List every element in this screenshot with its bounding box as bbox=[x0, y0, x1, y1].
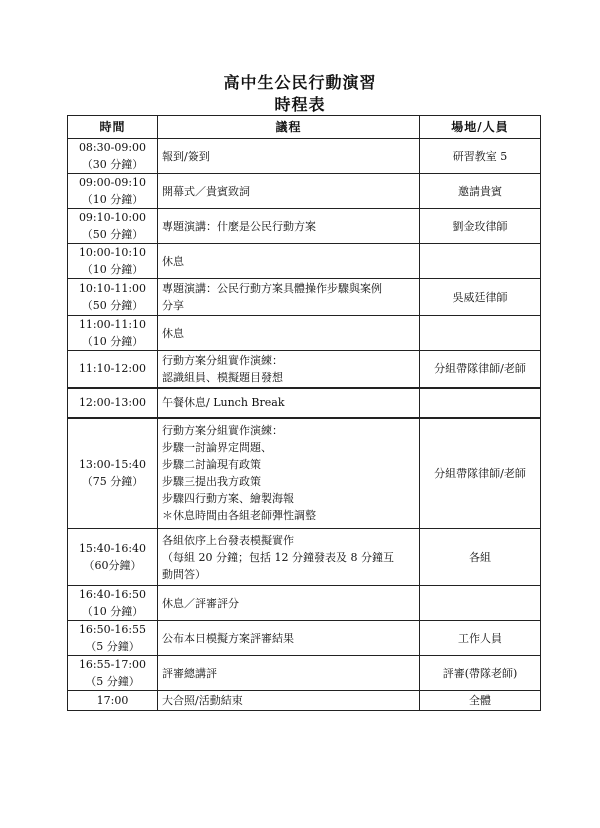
document-subtitle: 時程表 bbox=[274, 95, 326, 114]
agenda-line: 休息／評審評分 bbox=[162, 596, 239, 610]
header-agenda: 議程 bbox=[158, 116, 420, 139]
agenda-cell bbox=[158, 691, 420, 711]
agenda-line: 大合照/活動結束 bbox=[162, 694, 243, 707]
agenda-cell bbox=[158, 418, 420, 529]
table-row bbox=[68, 316, 541, 351]
venue-cell bbox=[420, 316, 541, 351]
document-title: 高中生公民行動演習 bbox=[223, 73, 377, 92]
agenda-cell bbox=[158, 316, 420, 351]
time-range: 16:40-16:50 bbox=[78, 588, 147, 601]
time-range: 17:00 bbox=[96, 694, 129, 707]
venue-cell: 邀請貴賓 bbox=[420, 174, 541, 209]
time-cell bbox=[68, 209, 158, 244]
agenda-line: 各組依序上台發表模擬實作 bbox=[162, 533, 294, 547]
venue-cell bbox=[420, 586, 541, 621]
time-range: 10:00-10:10 bbox=[78, 246, 147, 259]
schedule-table bbox=[67, 115, 541, 711]
agenda-line: 開幕式／貴賓致詞 bbox=[162, 184, 250, 198]
time-cell bbox=[68, 388, 158, 418]
agenda-line: 午餐休息/ Lunch Break bbox=[162, 396, 285, 409]
agenda-cell bbox=[158, 174, 420, 209]
duration: （50 分鐘） bbox=[81, 299, 144, 312]
agenda-line: 專題演講：公民行動方案具體操作步驟與案例 bbox=[162, 282, 382, 295]
duration: （10 分鐘） bbox=[81, 193, 144, 206]
time-range: 11:00-11:10 bbox=[78, 318, 147, 331]
agenda-line: ＊休息時間由各組老師彈性調整 bbox=[162, 509, 316, 523]
time-cell bbox=[68, 691, 158, 711]
time-range: 09:00-09:10 bbox=[78, 176, 147, 189]
agenda-line: 步驟三提出我方政策 bbox=[162, 475, 261, 489]
table-row bbox=[68, 691, 541, 711]
agenda-line: 行動方案分組實作演練： bbox=[162, 353, 283, 367]
time-cell bbox=[68, 656, 158, 691]
time-cell bbox=[68, 279, 158, 316]
agenda-cell bbox=[158, 621, 420, 656]
duration: （10 分鐘） bbox=[81, 335, 144, 348]
time-range: 12:00-13:00 bbox=[78, 396, 147, 409]
time-range: 16:55-17:00 bbox=[78, 658, 147, 671]
table-row bbox=[68, 586, 541, 621]
agenda-line: 行動方案分組實作演練： bbox=[162, 424, 283, 438]
agenda-line: 休息 bbox=[162, 326, 184, 340]
venue-cell: 分組帶隊律師/老師 bbox=[420, 418, 541, 529]
agenda-line: 步驟一討論界定問題、 bbox=[162, 441, 272, 455]
time-cell bbox=[68, 586, 158, 621]
time-range: 13:00-15:40 bbox=[78, 458, 147, 472]
duration: （60分鐘） bbox=[83, 559, 142, 572]
duration: （5 分鐘） bbox=[85, 675, 140, 688]
table-row bbox=[68, 388, 541, 418]
agenda-cell bbox=[158, 139, 420, 174]
agenda-cell bbox=[158, 209, 420, 244]
time-range: 11:10-12:00 bbox=[78, 362, 147, 376]
duration: （30 分鐘） bbox=[81, 158, 144, 171]
agenda-cell bbox=[158, 656, 420, 691]
venue-cell: 全體 bbox=[420, 691, 541, 711]
agenda-line: 休息 bbox=[162, 254, 184, 268]
agenda-cell bbox=[158, 279, 420, 316]
time-range: 08:30-09:00 bbox=[78, 141, 147, 154]
time-cell bbox=[68, 139, 158, 174]
venue-cell: 劉金玫律師 bbox=[420, 209, 541, 244]
time-cell bbox=[68, 418, 158, 529]
table-row bbox=[68, 621, 541, 656]
table-row bbox=[68, 656, 541, 691]
table-row bbox=[68, 529, 541, 586]
duration: （5 分鐘） bbox=[85, 640, 140, 653]
agenda-line: 動問答） bbox=[162, 567, 206, 581]
time-cell bbox=[68, 174, 158, 209]
table-row bbox=[68, 174, 541, 209]
time-cell bbox=[68, 621, 158, 656]
time-cell bbox=[68, 529, 158, 586]
table-row bbox=[68, 351, 541, 388]
duration: （75 分鐘） bbox=[81, 475, 144, 489]
venue-cell: 吳威廷律師 bbox=[420, 279, 541, 316]
agenda-line: 認識組員、模擬題目發想 bbox=[162, 370, 283, 384]
table-row bbox=[68, 279, 541, 316]
duration: （50 分鐘） bbox=[81, 228, 144, 241]
time-range: 10:10-11:00 bbox=[78, 282, 147, 295]
agenda-line: 分享 bbox=[162, 299, 184, 312]
schedule-rows bbox=[68, 139, 541, 711]
header-time: 時間 bbox=[68, 116, 158, 139]
agenda-line: （每組 20 分鐘；包括 12 分鐘發表及 8 分鐘互 bbox=[162, 550, 394, 564]
agenda-cell bbox=[158, 529, 420, 586]
time-cell bbox=[68, 316, 158, 351]
venue-cell: 研習教室 5 bbox=[420, 139, 541, 174]
duration: （10 分鐘） bbox=[81, 263, 144, 276]
venue-cell: 各組 bbox=[420, 529, 541, 586]
agenda-cell bbox=[158, 586, 420, 621]
agenda-cell bbox=[158, 244, 420, 279]
venue-cell: 工作人員 bbox=[420, 621, 541, 656]
table-header-row bbox=[68, 116, 541, 139]
agenda-line: 公布本日模擬方案評審結果 bbox=[162, 631, 294, 645]
duration: （10 分鐘） bbox=[81, 605, 144, 618]
venue-cell: 分組帶隊律師/老師 bbox=[420, 351, 541, 388]
agenda-cell bbox=[158, 351, 420, 388]
table-row bbox=[68, 244, 541, 279]
agenda-line: 專題演講：什麼是公民行動方案 bbox=[162, 219, 316, 233]
venue-cell: 評審(帶隊老師) bbox=[420, 656, 541, 691]
agenda-line: 評審總講評 bbox=[162, 666, 217, 680]
agenda-line: 報到/簽到 bbox=[162, 149, 210, 163]
header-venue: 場地/人員 bbox=[420, 116, 541, 139]
venue-cell bbox=[420, 388, 541, 418]
time-range: 09:10-10:00 bbox=[78, 211, 147, 224]
agenda-cell bbox=[158, 388, 420, 418]
table-row bbox=[68, 139, 541, 174]
agenda-line: 步驟四行動方案、繪製海報 bbox=[162, 492, 294, 506]
time-cell bbox=[68, 244, 158, 279]
table-row bbox=[68, 418, 541, 529]
time-range: 16:50-16:55 bbox=[78, 623, 147, 636]
time-cell bbox=[68, 351, 158, 388]
time-range: 15:40-16:40 bbox=[78, 542, 147, 555]
agenda-line: 步驟二討論現有政策 bbox=[162, 458, 261, 472]
venue-cell bbox=[420, 244, 541, 279]
table-row bbox=[68, 209, 541, 244]
